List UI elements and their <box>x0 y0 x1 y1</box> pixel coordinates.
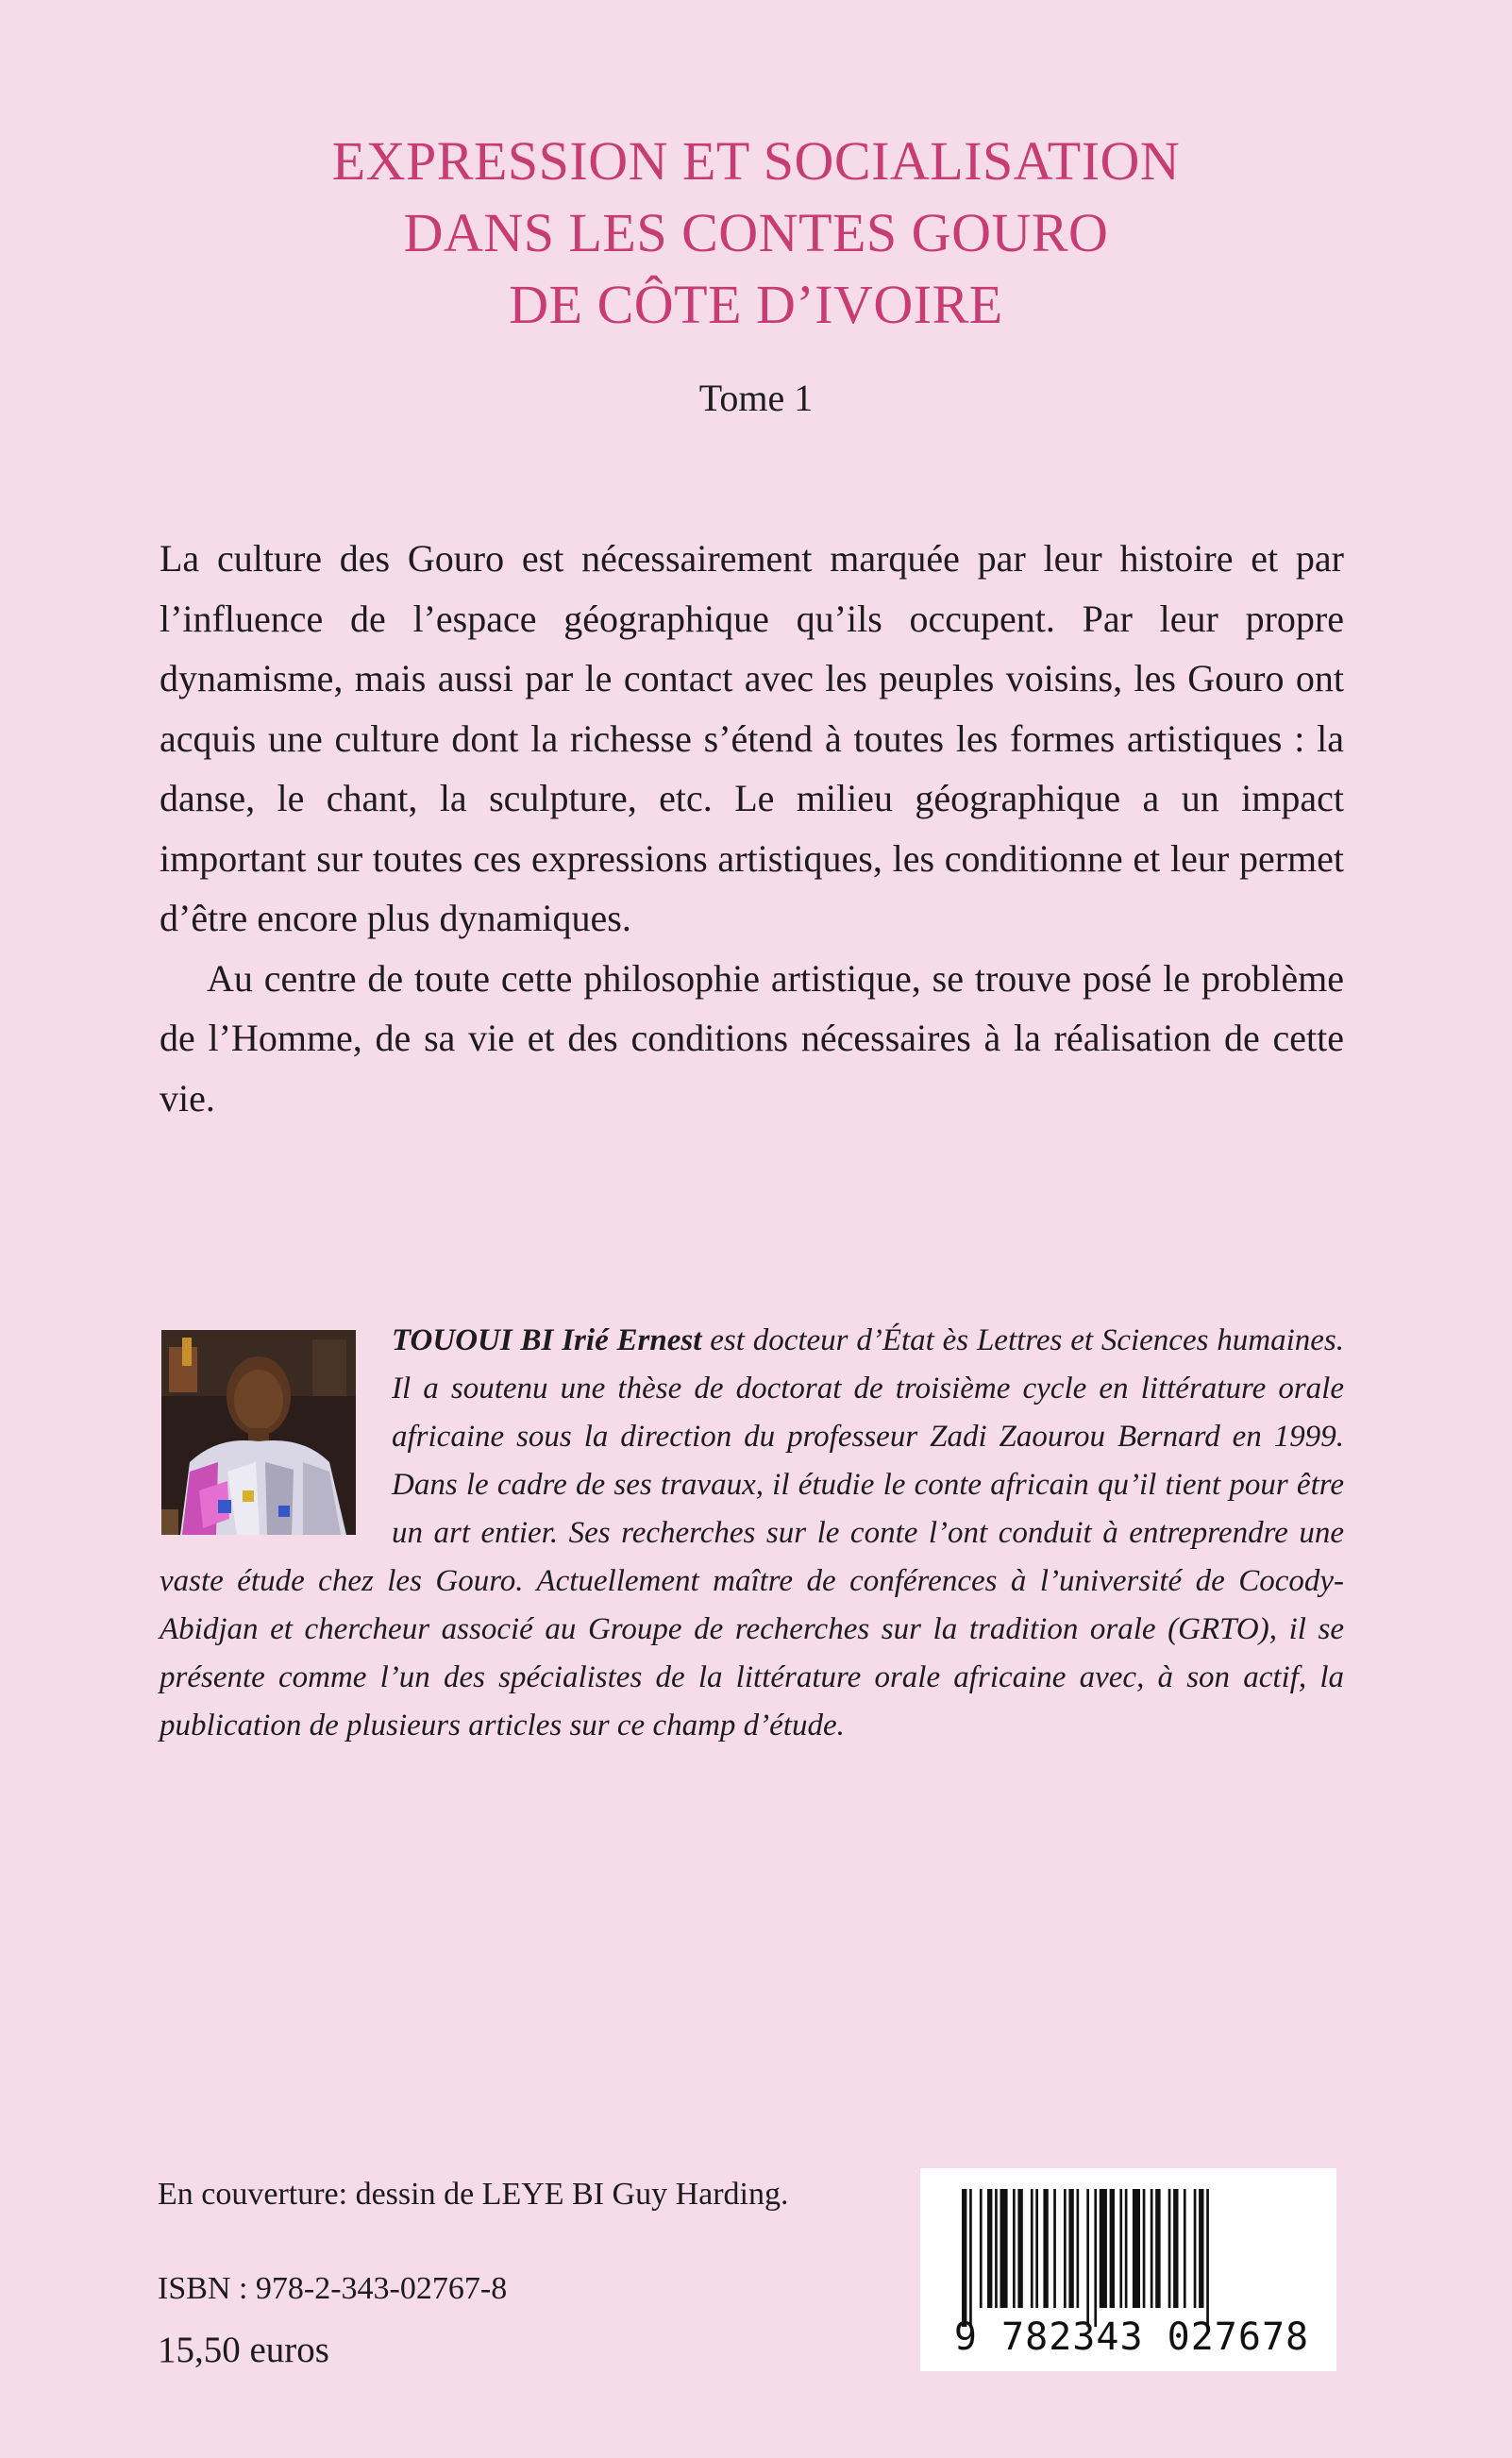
barcode-bar <box>1064 2189 1067 2308</box>
barcode-bar <box>1053 2189 1056 2308</box>
barcode-number: 9 782343 027678 <box>953 2315 1310 2359</box>
price: 15,50 euros <box>158 2330 329 2370</box>
barcode-bar <box>1143 2189 1146 2308</box>
author-name: TOUOUI BI Irié Ernest <box>392 1323 702 1357</box>
book-summary <box>160 529 1344 1128</box>
barcode-bar <box>1199 2189 1203 2308</box>
cover-credit: En couverture: dessin de LEYE BI Guy Harding. <box>158 2177 789 2212</box>
barcode-bar <box>1100 2189 1107 2308</box>
author-bio <box>160 1317 1344 1750</box>
book-title <box>0 126 1512 341</box>
barcode-bar <box>1077 2189 1080 2308</box>
summary-paragraph-1: La culture des Gouro est nécessairement marquée par leur histoire et par l’influence de l’espace géographique qu’ils occupent. Par leur propre dynamisme, mais aussi par le contact avec les peuples voisins, les Gouro ont acquis une culture dont la richesse s’étend à toutes les formes artistiques : la danse, le chant, la sculpture, etc. Le milieu géographique a un impact important sur toutes ces expressions artistiques, les conditionne et leur permet d’être encore plus dynamiques. <box>160 537 1344 939</box>
author-portrait-image <box>161 1330 356 1535</box>
barcode-bar <box>969 2189 972 2327</box>
barcode-bar <box>1133 2189 1140 2308</box>
barcode-bar <box>1094 2189 1097 2327</box>
barcode-bar <box>1151 2189 1153 2308</box>
barcode-bar <box>962 2189 966 2327</box>
barcode-bar <box>1017 2189 1022 2308</box>
barcode-bar <box>1068 2189 1073 2308</box>
title-line-3: DE CÔTE D’IVOIRE <box>509 274 1003 335</box>
barcode-bar <box>1168 2189 1171 2308</box>
barcode-bar <box>1035 2189 1038 2308</box>
barcode-bar <box>1000 2189 1008 2308</box>
barcode-bar <box>1155 2189 1160 2308</box>
barcode-bar <box>1125 2189 1128 2308</box>
barcode-bar <box>980 2189 983 2308</box>
barcode-bar <box>1173 2189 1178 2308</box>
author-bio-text: est docteur d’État ès Lettres et Sciences humaines. Il a soutenu une thèse de doctorat de troisième cycle en littérature orale africaine sous la direction du professeur Zadi Zaourou Bernard en 1999. Dans le cadre de ses travaux, il étudie le conte africain qu’il tient pour être un art entier. Ses recherches sur le conte l’ont conduit à entreprendre une vaste étude chez les Gouro. Actuellement maître de conférences à l’université de Cocody-Abidjan et chercheur associé au Groupe de recherches sur la tradition orale (GRTO), il se présente comme l’un des spécialistes de la littérature orale africaine avec, à son actif, la publication de plusieurs articles sur ce champ d’étude. <box>160 1323 1344 1742</box>
barcode-bar <box>987 2189 992 2308</box>
isbn: ISBN : 978-2-343-02767-8 <box>158 2271 508 2306</box>
author-photo <box>161 1330 356 1535</box>
barcode-bar <box>1013 2189 1016 2308</box>
barcode-bar <box>1119 2189 1122 2308</box>
barcode-bar <box>1043 2189 1048 2308</box>
barcode-bar <box>995 2189 998 2308</box>
title-line-2: DANS LES CONTES GOURO <box>403 202 1109 263</box>
barcode-bar <box>1086 2189 1089 2327</box>
volume-label: Tome 1 <box>698 377 814 419</box>
barcode-bar <box>1194 2189 1197 2308</box>
barcode-bar <box>1206 2189 1209 2327</box>
barcode-bars <box>956 2189 1305 2327</box>
summary-paragraph-2: Au centre de toute cette philosophie artistique, se trouve posé le problème de l’Homme, de sa vie et des conditions nécessaires à la réalisation de cette vie. <box>160 956 1344 1120</box>
title-line-1: EXPRESSION ET SOCIALISATION <box>331 130 1181 192</box>
barcode-bar <box>1184 2189 1186 2308</box>
barcode-bar <box>1110 2189 1115 2308</box>
barcode-bar <box>1031 2189 1033 2308</box>
barcode <box>920 2168 1336 2371</box>
